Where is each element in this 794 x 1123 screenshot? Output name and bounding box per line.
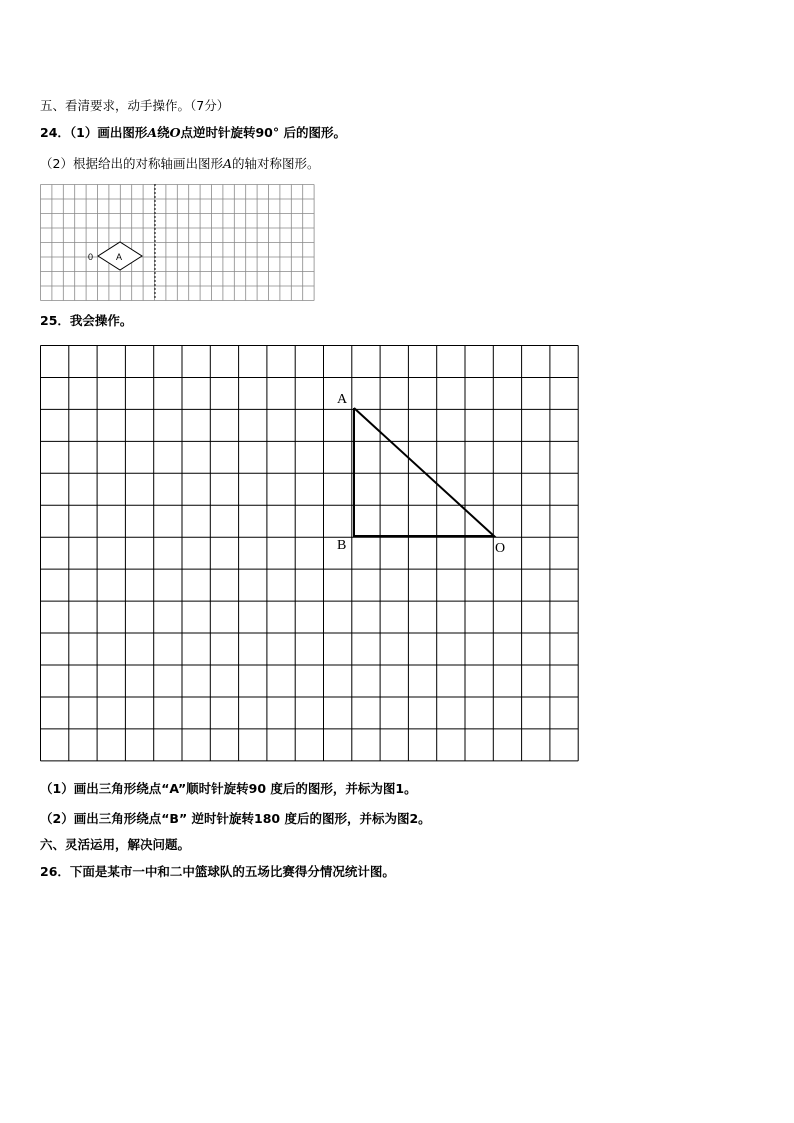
triangle-abo bbox=[354, 408, 494, 536]
q24-grid-figure bbox=[40, 184, 314, 301]
q24-var-o: O bbox=[169, 125, 181, 140]
section6-heading: 六、灵活运用，解决问题。 bbox=[40, 837, 191, 852]
section5-heading: 五、看清要求，动手操作。（7分） bbox=[40, 98, 230, 113]
shape-a-label: A bbox=[116, 252, 123, 262]
q24-line2-var-a: A bbox=[222, 156, 232, 171]
q24-line1 bbox=[40, 125, 346, 141]
q25-sub1: （1）画出三角形绕点“A”顺时针旋转90 度后的图形，并标为图1。 bbox=[40, 781, 417, 796]
q24-line1-post: 点逆时针旋转90° 后的图形。 bbox=[180, 125, 346, 140]
q26-title: 26．下面是某市一中和二中篮球队的五场比赛得分情况统计图。 bbox=[40, 864, 395, 879]
q25-sub2: （2）画出三角形绕点“B” 逆时针旋转180 度后的图形，并标为图2。 bbox=[40, 811, 431, 826]
label-b: B bbox=[337, 538, 347, 553]
label-o: O bbox=[495, 541, 506, 556]
label-a: A bbox=[337, 392, 348, 407]
q24-line1-pre: （1）画出图形 bbox=[69, 125, 148, 140]
q24-grid-lines bbox=[41, 185, 315, 301]
q25-title: 25．我会操作。 bbox=[40, 313, 133, 328]
q24-var-a: A bbox=[147, 125, 158, 140]
point-o-label: 0 bbox=[88, 252, 94, 262]
q24-line2-pre: （2）根据给出的对称轴画出图形 bbox=[40, 156, 223, 171]
q24-line2 bbox=[40, 156, 320, 172]
q25-grid-figure bbox=[40, 345, 580, 761]
q24-line2-post: 的轴对称图形。 bbox=[232, 156, 320, 171]
q24-number: 24． bbox=[40, 125, 70, 140]
q24-line1-mid: 绕 bbox=[157, 125, 170, 140]
